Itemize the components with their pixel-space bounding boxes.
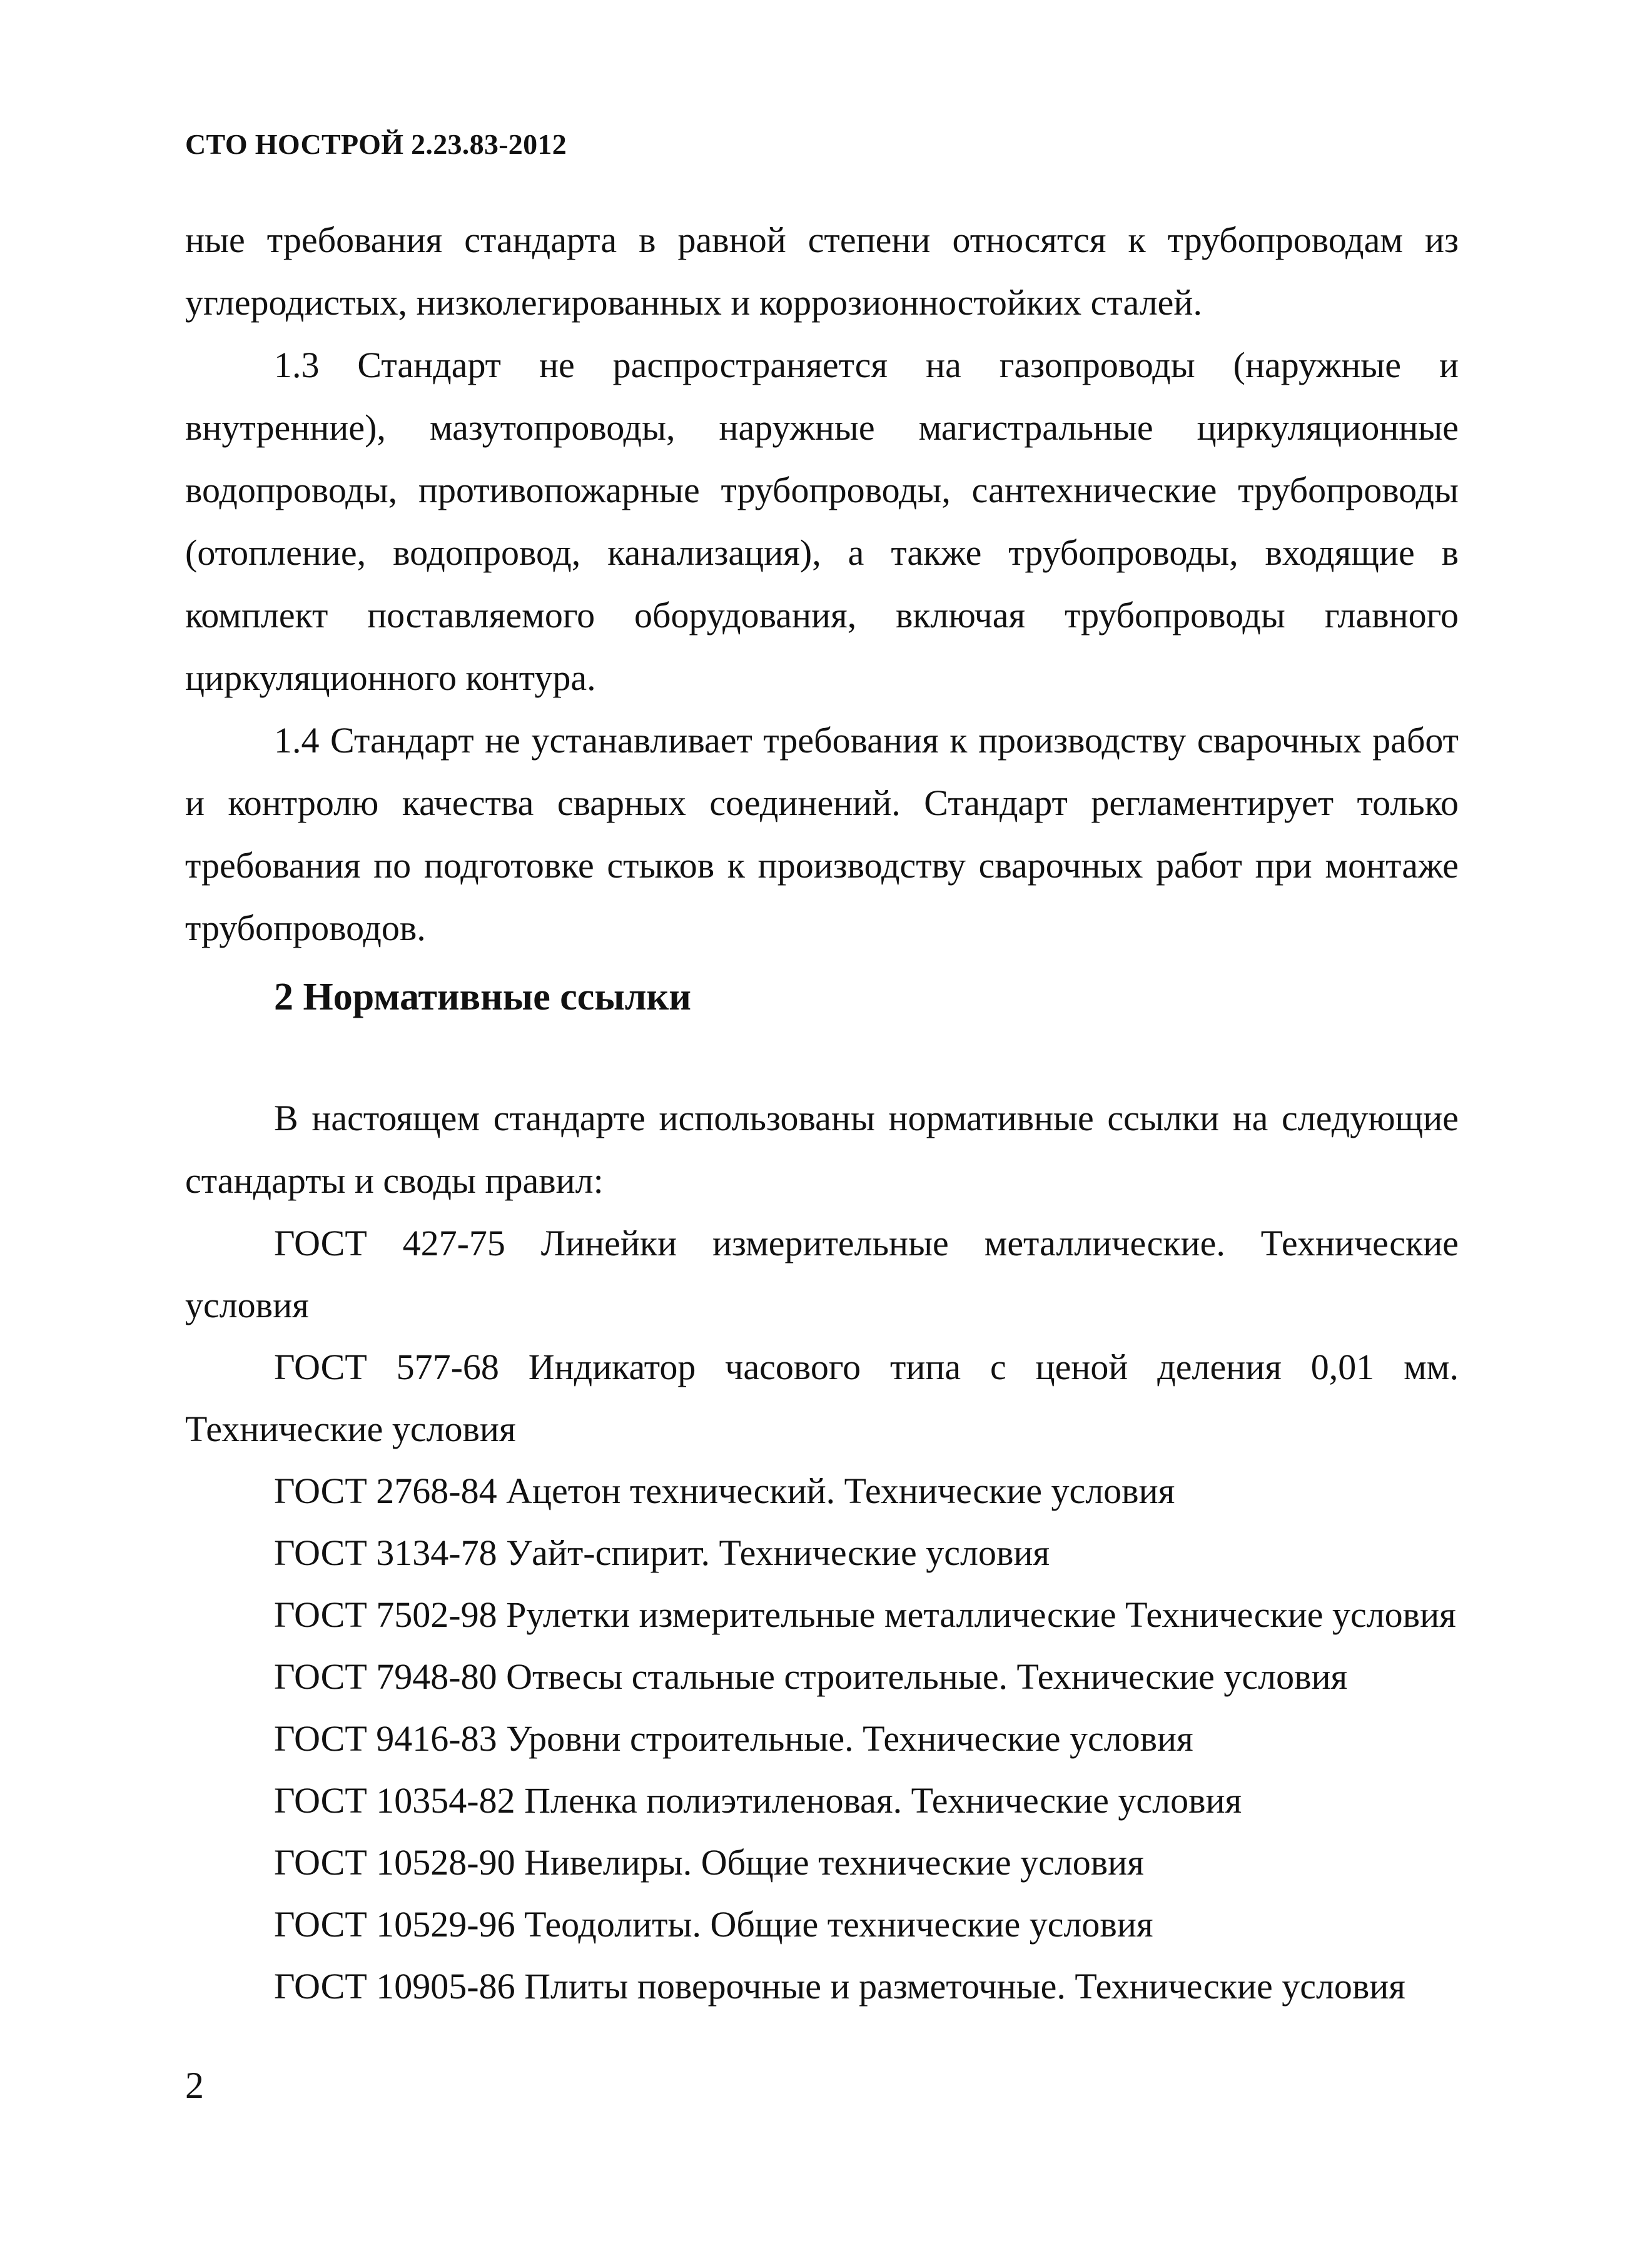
reference-item: ГОСТ 10354-82 Пленка полиэтиленовая. Технические условия bbox=[274, 1780, 1242, 1821]
reference-item: ГОСТ 9416-83 Уровни строительные. Технические условия bbox=[274, 1718, 1193, 1759]
section-title: 2 Нормативные ссылки bbox=[274, 976, 691, 1018]
section-2-intro-block bbox=[185, 1087, 1459, 1212]
paragraph-1-3: 1.3 Стандарт не распространяется на газопроводы (наружные и внутренние), мазутопроводы, наружные магистральные циркуляционные водопроводы, противопожарные трубопроводы, сантехнические трубопроводы (отопление, водопровод, канализация), а также трубопроводы, входящие в комплект поставляемого оборудования, включая трубопроводы главного циркуляционного контура. bbox=[185, 345, 1459, 698]
reference-item: ГОСТ 577-68 Индикатор часового типа с ценой деления 0,01 мм. Технические условия bbox=[185, 1347, 1459, 1449]
paragraph-1-4: 1.4 Стандарт не устанавливает требования к производству сварочных работ и контролю качества сварных соединений. Стандарт регламентирует только требования по подготовке стыков к производству сварочных работ при монтаже трубопроводов. bbox=[185, 720, 1459, 948]
reference-item: ГОСТ 427-75 Линейки измерительные металлические. Технические условия bbox=[185, 1223, 1459, 1325]
section-intro: В настоящем стандарте использованы нормативные ссылки на следующие стандарты и своды правил: bbox=[185, 1098, 1459, 1201]
reference-item: ГОСТ 10528-90 Нивелиры. Общие технические условия bbox=[274, 1842, 1144, 1883]
document-header: СТО НОСТРОЙ 2.23.83-2012 bbox=[185, 128, 567, 160]
reference-item: ГОСТ 10529-96 Теодолиты. Общие технические условия bbox=[274, 1904, 1153, 1945]
reference-item: ГОСТ 7502-98 Рулетки измерительные металлические Технические условия bbox=[274, 1594, 1456, 1635]
section-1-continuation bbox=[185, 209, 1459, 959]
reference-item: ГОСТ 10905-86 Плиты поверочные и разметочные. Технические условия bbox=[274, 1966, 1405, 2007]
paragraph-continuation: ные требования стандарта в равной степени относятся к трубопроводам из углеродистых, низколегированных и коррозионностойких сталей. bbox=[185, 220, 1459, 323]
reference-item: ГОСТ 3134-78 Уайт-спирит. Технические условия bbox=[274, 1532, 1050, 1573]
reference-item: ГОСТ 7948-80 Отвесы стальные строительные. Технические условия bbox=[274, 1656, 1348, 1697]
page-number: 2 bbox=[185, 2065, 204, 2106]
reference-list bbox=[185, 1212, 1459, 2017]
reference-item: ГОСТ 2768-84 Ацетон технический. Технические условия bbox=[274, 1471, 1175, 1511]
